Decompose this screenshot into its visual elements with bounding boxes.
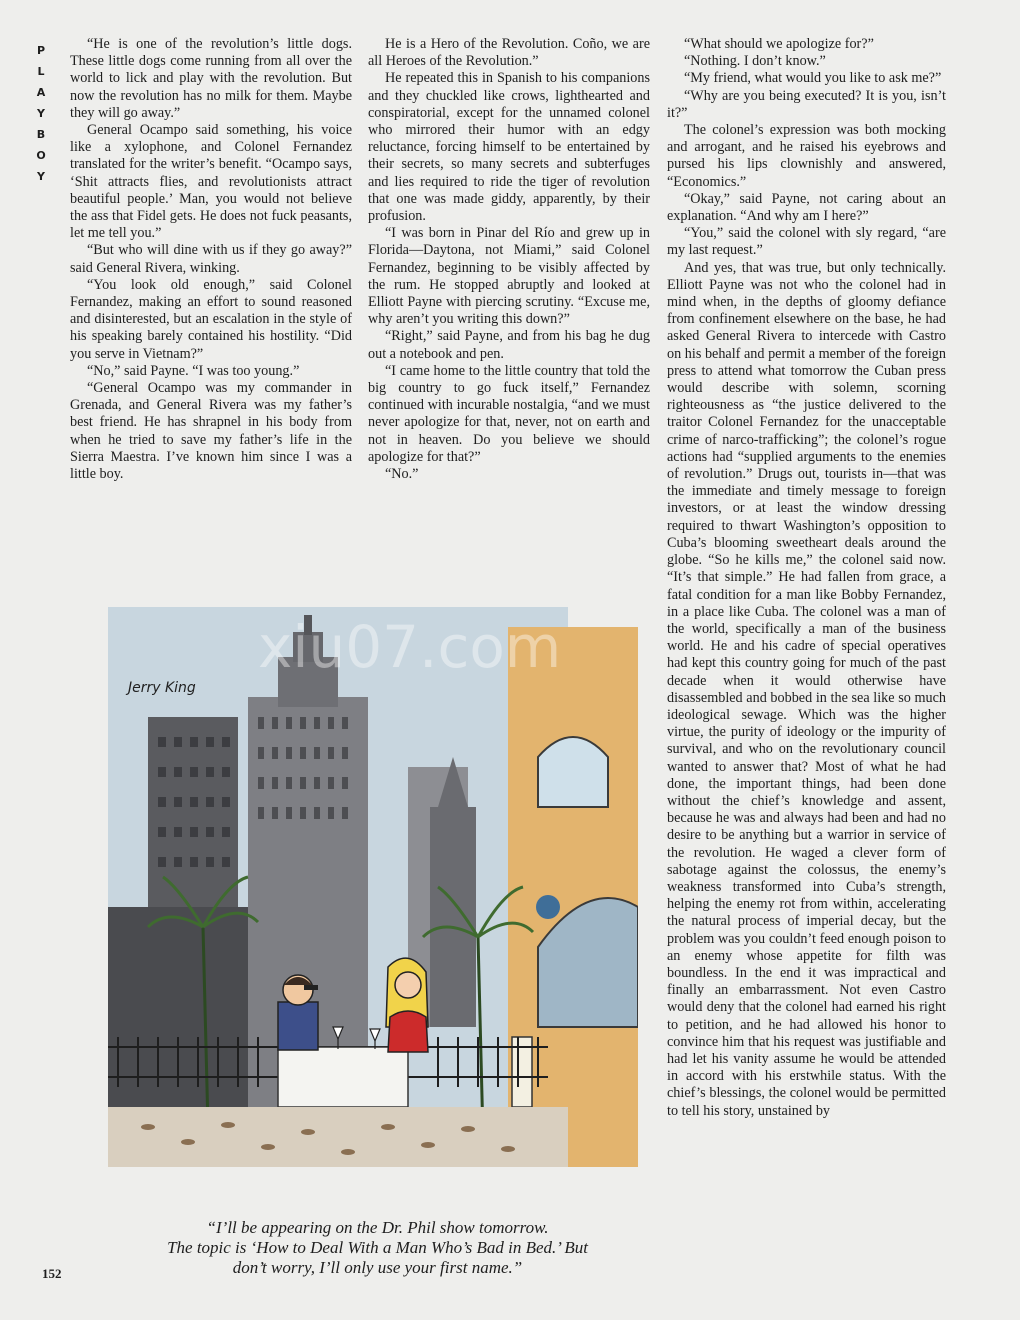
article-paragraph: “No,” said Payne. “I was too young.” <box>87 362 300 379</box>
article-paragraph: “My friend, what would you like to ask me?” <box>684 70 942 87</box>
page-number: 152 <box>42 1266 62 1281</box>
cobblestone-floor <box>108 1107 568 1167</box>
article-paragraph: “You,” said the colonel with sly regard, “are my last request.” <box>667 225 946 259</box>
woman-figure <box>386 958 428 1052</box>
article-paragraph: General Ocampo said something, his voice like a xylophone, and Colonel Fernandez translated for the writer’s benefit. “Ocampo says, ‘Shit attracts flies, and revolutionists attract beautiful people.’ Man, you would not believe the ass that Fidel gets. He does not fuck peasants, let me tell you.” <box>70 122 352 242</box>
magazine-label <box>34 40 48 187</box>
cartoon-caption <box>90 1218 665 1278</box>
magazine-label-letter: L <box>37 65 45 78</box>
magazine-label-letter: O <box>36 149 46 162</box>
article-paragraph: “But who will dine with us if they go away?” said General Rivera, winking. <box>70 242 352 276</box>
article-paragraph: “What should we apologize for?” <box>684 36 874 52</box>
magazine-label-letter: A <box>36 86 46 99</box>
caption-line: “I’ll be appearing on the Dr. Phil show tomorrow. <box>206 1218 549 1237</box>
caption-line: don’t worry, I’ll only use your first name.” <box>232 1258 523 1277</box>
article-paragraph: “Right,” said Payne, and from his bag he dug out a notebook and pen. <box>368 328 650 362</box>
watermark: xiu07.com <box>258 613 562 681</box>
article-paragraph: He repeated this in Spanish to his companions and they chuckled like crows, lighthearted and conspiratorial, except for the unnamed colonel who mirrored their humor with an edgy reluctance, forcing himself to be entertained by their secrets, so many secrets and subterfuges and lies required to ride the tiger of revolution that one was made giddy, apparently, by their profusion. <box>368 70 650 225</box>
article-column-2 <box>368 36 650 483</box>
article-paragraph: “Nothing. I don’t know.” <box>684 53 826 70</box>
article-paragraph: “You look old enough,” said Colonel Fernandez, making an effort to sound reasoned and disinterested, but an escalation in the style of his speaking barely contained his hostility. “Did you serve in Vietnam?” <box>70 276 352 362</box>
article-paragraph: The colonel’s expression was both mocking and arrogant, and he raised his eyebrows and pursed his lips clownishly and answered, “Economics.” <box>667 122 946 190</box>
cartoon-illustration <box>108 607 638 1167</box>
magazine-label-letter: Y <box>37 170 45 183</box>
article-column-3 <box>667 36 946 1286</box>
magazine-label-letter: Y <box>37 107 45 120</box>
article-paragraph: “I came home to the little country that told the big country to go fuck itself,” Fernandez continued with incurable nostalgia, “and we must never apologize for that, never, not on earth and not in heaven. Do you believe we should apologize for that?” <box>368 362 650 465</box>
caption-line: The topic is ‘How to Deal With a Man Who’s Bad in Bed.’ But <box>167 1238 588 1257</box>
article-paragraph: “He is one of the revolution’s little dogs. These little dogs come running from all over the world to lick and play with the revolution. But now the revolution has no milk for them. Maybe they will go away.” <box>70 36 352 121</box>
article-paragraph: “Why are you being executed? It is you, isn’t it?” <box>667 87 946 121</box>
foreground-block <box>108 907 248 1137</box>
article-paragraph: “I was born in Pinar del Río and grew up in Florida—Daytona, not Miami,” said Colonel Fernandez, beginning to be visibly affected by the rum. He stopped abruptly and looked at Elliott Payne with piercing scrutiny. “Excuse me, why aren’t you writing this down?” <box>368 225 650 328</box>
article-paragraph: “General Ocampo was my commander in Grenada, and General Rivera was my father’s best friend. He has shrapnel in his body from when he tried to save my father’s life in the Sierra Maestra. I’ve known him since I was a little boy. <box>70 380 352 483</box>
article-paragraph: He is a Hero of the Revolution. Coño, we are all Heroes of the Revolution.” <box>368 36 650 70</box>
man-figure <box>278 975 318 1050</box>
article-paragraph: “Okay,” said Payne, not caring about an explanation. “And why am I here?” <box>667 190 946 225</box>
article-paragraph: “No.” <box>385 466 419 483</box>
artist-signature: Jerry King <box>128 680 196 696</box>
magazine-label-letter: B <box>36 128 46 141</box>
dining-table <box>278 1047 408 1107</box>
magazine-label-letter: P <box>36 44 46 57</box>
article-column-1 <box>70 36 352 483</box>
article-paragraph: And yes, that was true, but only technically. Elliott Payne was not who the colonel had in mind when, in the depths of gloomy defiance from confinement elsewhere on the base, he had asked General Rivera to intercede with Castro on his behalf and permit a member of the foreign press to attend what tomorrow the Cuban press would describe with solemn, scorning righteousness as “the justice delivered to the traitor Colonel Fernandez for the unacceptable crime of narco-trafficking”; the colonel’s rogue actions had “supplied arguments to the enemies of revolution.” Drugs out, tourists in—that was the immediate and timely message to foreign investors, or at least the window dressing required to thwart Washington’s opposition to Cuba’s blooming sweetheart deals around the globe. “So he kills me,” the colonel said now. “It’s that simple.” He had fallen from grace, a fatal condition for a man like Bobby Fernandez, in a place like Cuba. The colonel was a man of the world, specifically a man of the business world. He and his cadre of special operatives had kept this country going for much of the past decade when it would otherwise have disassembled and bobbed in the sea like so much ideological sewage. Which was the higher virtue, the purity of ideology or the impurity of survival, and who on the revolutionary council wanted to answer that? Most of what he had done, the important things, had been done without the chief’s knowledge and assent, because he was and always had been and had no desire to be anything but a warrior in service of the revolution. He waged a clever form of sabotage against the colossus, the enemy’s weakness transformed into Cuba’s strength, helping the enemy rot from within, accelerating the natural process of imperial decay, but the problem was you couldn’t feed enough poison to an enemy whose appetite for filth was boundless. In the end it was impractical and finally an embarrassment. Not even Castro would deny that the colonel had earned his right to petition, and he had allowed his honor to convince him that his request was justifiable and had let his vanity assume he would be attended in accord with his erstwhile status. With the chief’s blessings, the colonel would be permitted to tell his story, unstained by <box>667 259 946 1119</box>
